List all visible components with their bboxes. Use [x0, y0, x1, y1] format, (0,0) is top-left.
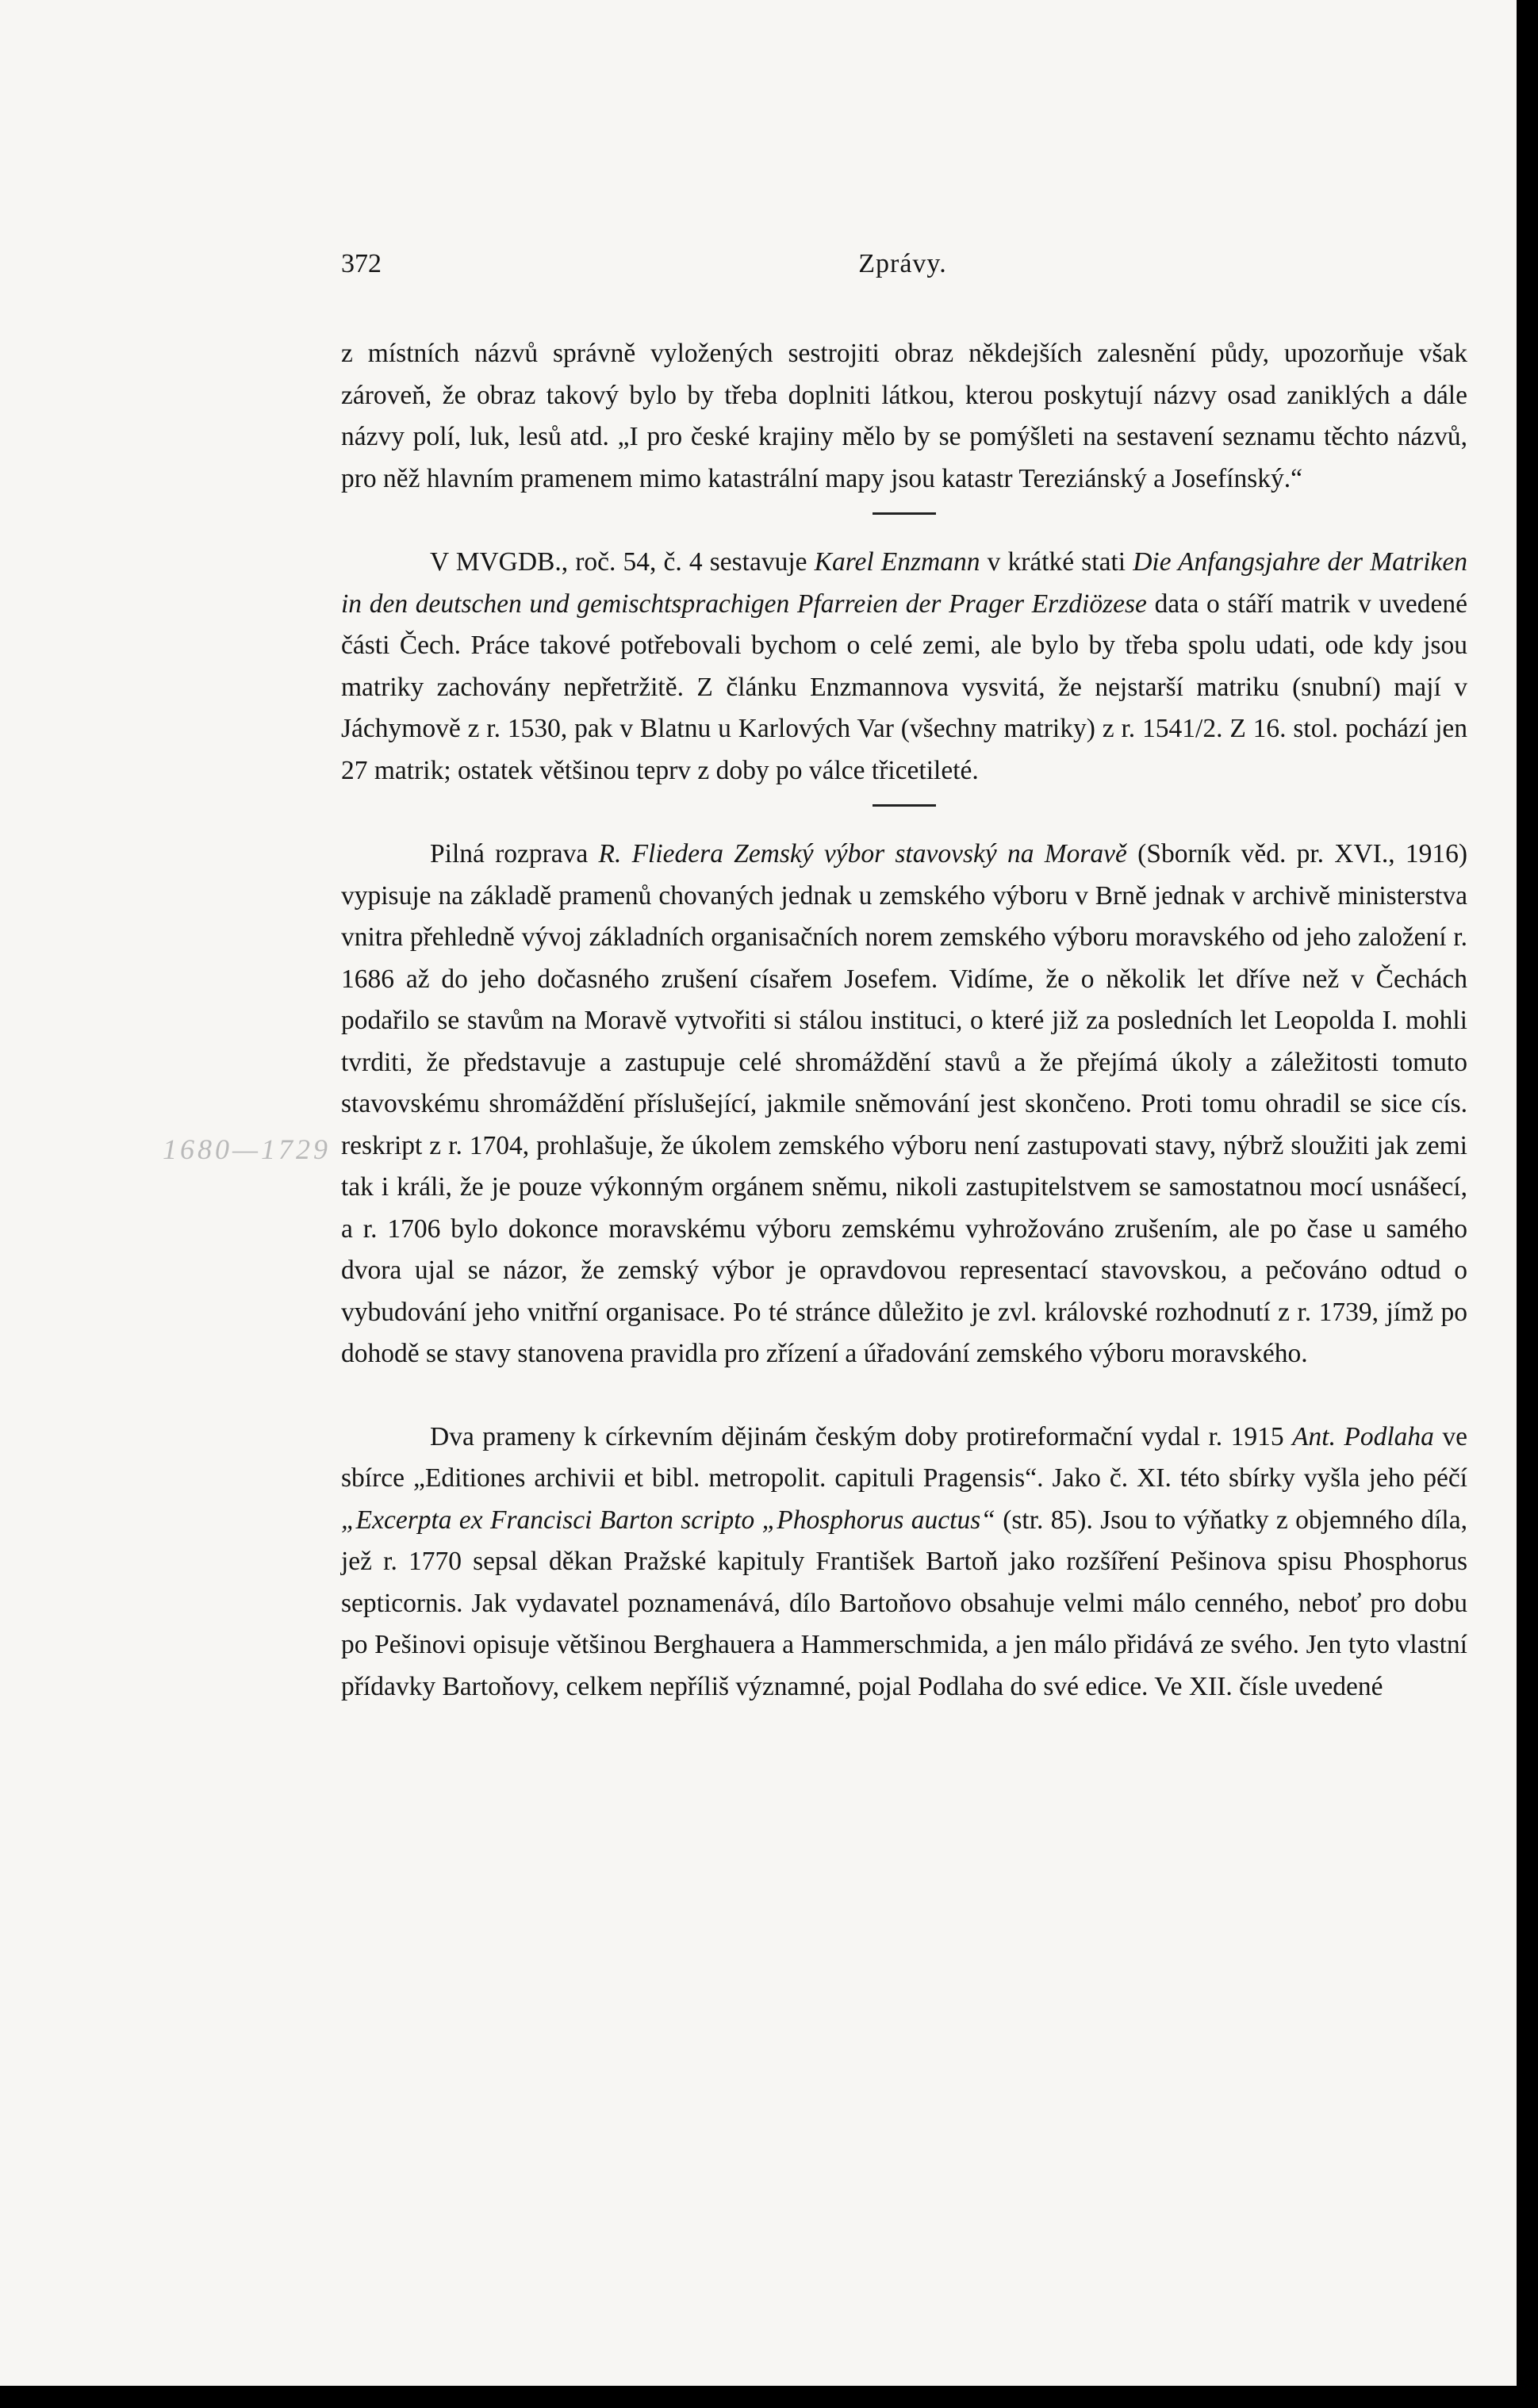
italic-run: Karel Enzmann: [814, 547, 980, 577]
text-run: Pilná rozprava: [430, 839, 599, 868]
text-run: data o stáří matrik v uvedené části Čech. Práce takové potřebovali bychom o celé zemi, ale bylo by třeba spolu udati, ode kdy jsou matriky zachovány nepřetržitě. Z článku Enzmannova vysvitá, že nejstarší matriku (snubní) mají v Jáchymově z r. 1530, pak v Blatnu u Karlových Var (všechny matriky) z r. 1541/2. Z 16. stol. pochází jen 27 matrik; ostatek většinou teprv z doby po válce třicetileté.: [341, 589, 1467, 785]
italic-run: „Excerpta ex Francisci Barton scripto „Phosphorus auctus“: [341, 1505, 995, 1535]
section-title: Zprávy.: [858, 249, 947, 278]
scan-border-bottom: [0, 2386, 1538, 2408]
text-run: Dva prameny k církevním dějinám českým doby protireformační vydal r. 1915: [430, 1421, 1293, 1451]
text-run: (Sborník věd. pr. XVI., 1916) vypisuje na základě pramenů chovaných jednak u zemského výboru v Brně jednak v archivě ministerstva vnitra přehledně vývoj základních organisačních norem zemského výboru moravského od jeho založení r. 1686 až do jeho dočasného zrušení císařem Josefem. Vidíme, že o několik let dříve než v Čechách podařilo se stavům na Moravě vytvořiti si stálou instituci, o které již za posledních let Leopolda I. mohli tvrditi, že představuje a zastupuje celé shromáždění stavů a že přejímá úkoly a záležitosti tomuto stavovskému shromáždění příslušející, jakmile sněmování jest skončeno. Proti tomu ohradil se sice cís. reskript z r. 1704, prohlašuje, že úkolem zemského výboru není zastupovati stavy, nýbrž sloužiti jak zemi tak i králi, že je pouze výkonným orgánem sněmu, nikoli zastupitelstvem se samostatnou mocí usnášecí, a r. 1706 bylo dokonce moravskému výboru zemskému vyhrožováno zrušením, ale po čase u samého dvora ujal se názor, že zemský výbor je opravdovou representací stavovskou, a pečováno odtud o vybudování jeho vnitřní organisace. Po té stránce důležito je zvl. královské rozhodnutí z r. 1739, jímž po dohodě se stavy stanovena pravidla pro zřízení a úřadování zemského výboru moravského.: [341, 839, 1467, 1368]
scan-border-right: [1517, 0, 1538, 2408]
paragraph-enzmann: [341, 542, 1467, 792]
text-run: V MVGDB., roč. 54, č. 4 sestavuje: [430, 547, 815, 577]
text-run: (str. 85). Jsou to výňatky z objemného díla, jež r. 1770 sepsal děkan Pražské kapituly František Bartoň jako rozšíření Pešinova spisu Phosphorus septicornis. Jak vydavatel poznamenává, dílo Bartoňovo obsahuje velmi málo cenného, neboť pro dobu po Pešinovi opisuje většinou Berghauera a Hammerschmida, a jen málo přidává ze svého. Jen tyto vlastní přídavky Bartoňovy, celkem nepříliš významné, pojal Podlaha do své edice. Ve XII. čísle uvedené: [341, 1505, 1467, 1701]
handwritten-margin-note: 1680—1729: [163, 1133, 332, 1165]
article-body: [341, 333, 1467, 1708]
running-header: [341, 249, 1464, 289]
text-run: ve sbírce „Editiones archivii et bibl. metropolit. capituli Pragensis“. Jako č. XI. této sbírky vyšla jeho péčí: [341, 1421, 1468, 1493]
page-number: 372: [341, 249, 382, 278]
paragraph-podlaha: [341, 1417, 1467, 1708]
paragraph-flieder: [341, 834, 1467, 1375]
text-run: z místních názvů správně vyložených sestrojiti obraz někdejších zalesnění půdy, upozorňuje však zároveň, že obraz takový bylo by třeba doplniti látkou, kterou poskytují názvy osad zaniklých a dále názvy polí, luk, lesů atd. „I pro české krajiny mělo by se pomýšleti na sestavení seznamu těchto názvů, pro něž hlavním pramenem mimo katastrální mapy jsou katastr Tereziánský a Josefínský.“: [341, 339, 1467, 493]
italic-run: Ant. Podlaha: [1292, 1421, 1434, 1451]
italic-run: Die Anfangsjahre der Matriken in den deutschen und gemischtsprachigen Pfarreien der Prager Erzdiözese: [341, 547, 1467, 619]
paragraph-continuation: [341, 333, 1467, 500]
text-run: v krátké stati: [980, 547, 1133, 577]
italic-run: R. Fliedera Zemský výbor stavovský na Moravě: [598, 839, 1127, 868]
